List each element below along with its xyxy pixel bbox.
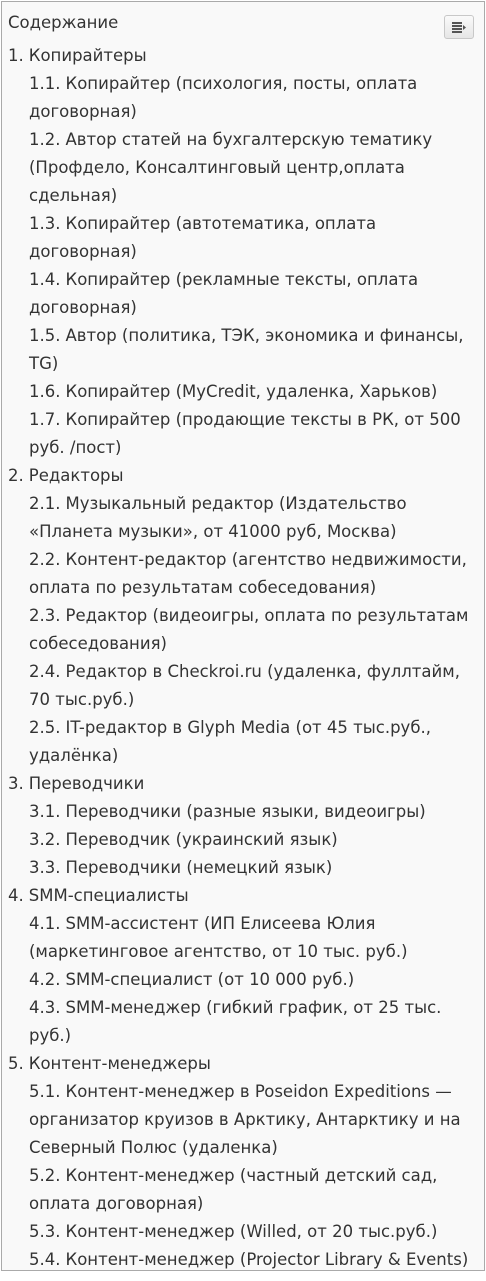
toc-section-label: Переводчики	[28, 774, 145, 793]
toc-subitem-label: Копирайтер (рекламные тексты, оплата договорная)	[29, 270, 419, 317]
toc-subitem-number: 1.3.	[29, 214, 61, 233]
toc-subitem-number: 5.1.	[29, 1082, 61, 1101]
toc-subitem-number: 2.1.	[29, 494, 61, 513]
toc-section-label: Копирайтеры	[28, 46, 147, 65]
toc-subitem-link[interactable]	[29, 74, 417, 121]
toc-subitem-link[interactable]	[29, 494, 407, 541]
toc-section-link[interactable]	[8, 46, 147, 65]
toc-subitem-link[interactable]	[29, 214, 376, 261]
toc-subitem-number: 1.5.	[29, 326, 61, 345]
toc-subitem-label: Контент-менеджер (частный детский сад, оплата договорная)	[29, 1166, 438, 1213]
toc-subitem-number: 4.3.	[29, 998, 61, 1017]
toc-subitem	[29, 714, 478, 770]
toc-section-link[interactable]	[8, 774, 144, 793]
toc-subitem-number: 5.4.	[29, 1250, 61, 1269]
toc-subitem	[29, 1078, 478, 1162]
toc-subitem-number: 1.2.	[29, 130, 61, 149]
toc-subitem	[29, 1246, 478, 1274]
toc-subitem-number: 1.1.	[29, 74, 61, 93]
toc-subitem-link[interactable]	[29, 802, 426, 821]
toc-subitem	[29, 210, 478, 266]
toc-subitem-number: 5.3.	[29, 1222, 61, 1241]
toc-subitem-label: Переводчики (разные языки, видеоигры)	[65, 802, 426, 821]
toc-title: Содержание	[8, 13, 119, 32]
toc-section-number: 4.	[8, 886, 24, 905]
toc-subitem	[29, 266, 478, 322]
toc-subitem	[29, 854, 478, 882]
toc-section-number: 3.	[8, 774, 24, 793]
toc-subitem-number: 3.2.	[29, 830, 61, 849]
toc-subitem-link[interactable]	[29, 1222, 437, 1241]
toc-subitem-number: 4.1.	[29, 914, 61, 933]
toc-section-2	[8, 462, 478, 770]
toc-subitem	[29, 994, 478, 1050]
toc-subitem	[29, 70, 478, 126]
toc-subitem	[29, 378, 478, 406]
toc-subitem-label: SMM-менеджер (гибкий график, от 25 тыс. руб.)	[29, 998, 442, 1045]
toc-subitem-number: 4.2.	[29, 970, 61, 989]
toc-subitem-label: Контент-менеджер в Poseidon Expeditions — организатор круизов в Арктику, Антарктику и на Северный Полюс (удаленка)	[29, 1082, 461, 1157]
toc-section-1	[8, 42, 478, 462]
toc-subitem-number: 2.5.	[29, 718, 61, 737]
toc-sublist	[8, 70, 478, 462]
toc-subitem-number: 1.6.	[29, 382, 61, 401]
toc-section-label: SMM-специалисты	[28, 886, 189, 905]
toc-subitem-link[interactable]	[29, 382, 437, 401]
table-of-contents	[1, 1, 485, 1271]
toc-subitem	[29, 126, 478, 210]
toc-sublist	[8, 798, 478, 882]
toc-section-link[interactable]	[8, 886, 189, 905]
toc-subitem-label: SMM-ассистент (ИП Елисеева Юлия (маркетинговое агентство, от 10 тыс. руб.)	[29, 914, 408, 961]
toc-section-link[interactable]	[8, 1054, 211, 1073]
toc-section-label: Контент-менеджеры	[28, 1054, 211, 1073]
toc-subitem-number: 2.4.	[29, 662, 61, 681]
toc-toggle-button[interactable]	[444, 15, 474, 39]
toc-header	[8, 12, 478, 42]
toc-subitem-label: Автор (политика, ТЭК, экономика и финансы, TG)	[29, 326, 464, 373]
toc-subitem	[29, 546, 478, 602]
toc-subitem-link[interactable]	[29, 830, 338, 849]
toc-subitem-link[interactable]	[29, 1166, 437, 1213]
toc-subitem	[29, 1162, 478, 1218]
toc-subitem-link[interactable]	[29, 1250, 468, 1269]
toc-subitem-link[interactable]	[29, 606, 468, 653]
toc-subitem-number: 2.3.	[29, 606, 61, 625]
toc-subitem-label: Контент-менеджер (Willed, от 20 тыс.руб.)	[65, 1222, 438, 1241]
toc-subitem-number: 1.4.	[29, 270, 61, 289]
toc-subitem-link[interactable]	[29, 1082, 461, 1157]
toc-subitem-label: Редактор (видеоигры, оплата по результатам собеседования)	[29, 606, 469, 653]
toc-subitem-label: SMM-специалист (от 10 000 руб.)	[65, 970, 355, 989]
toc-subitem-label: Переводчики (немецкий язык)	[65, 858, 333, 877]
toc-subitem-link[interactable]	[29, 998, 441, 1045]
toc-subitem	[29, 490, 478, 546]
toc-subitem-label: Автор статей на бухгалтерскую тематику (Профдело, Консалтинговый центр,оплата сдельная)	[29, 130, 433, 205]
toc-section-label: Редакторы	[28, 466, 124, 485]
toc-subitem	[29, 826, 478, 854]
toc-subitem-link[interactable]	[29, 970, 354, 989]
toc-subitem-link[interactable]	[29, 550, 467, 597]
toc-subitem	[29, 322, 478, 378]
toc-subitem	[29, 910, 478, 966]
toc-subitem-link[interactable]	[29, 410, 461, 457]
toc-subitem-link[interactable]	[29, 270, 418, 317]
toc-subitem-link[interactable]	[29, 718, 431, 765]
toc-subitem-label: Музыкальный редактор (Издательство «Планета музыки», от 41000 руб, Москва)	[29, 494, 407, 541]
toc-subitem-link[interactable]	[29, 858, 332, 877]
toc-subitem-label: Контент-редактор (агентство недвижимости, оплата по результатам собеседования)	[29, 550, 467, 597]
toc-subitem-label: Редактор в Checkroi.ru (удаленка, фуллтайм, 70 тыс.руб.)	[29, 662, 460, 709]
toc-section-3	[8, 770, 478, 882]
toc-subitem-number: 1.7.	[29, 410, 61, 429]
toc-subitem-link[interactable]	[29, 662, 460, 709]
toc-subitem-label: Контент-менеджер (Projector Library & Events)	[65, 1250, 469, 1269]
toc-subitem	[29, 658, 478, 714]
list-toggle-icon	[452, 22, 466, 33]
toc-subitem-number: 3.1.	[29, 802, 61, 821]
toc-sublist	[8, 910, 478, 1050]
toc-section-5	[8, 1050, 478, 1274]
toc-section-number: 5.	[8, 1054, 24, 1073]
toc-subitem	[29, 1218, 478, 1246]
toc-subitem-label: Копирайтер (психология, посты, оплата договорная)	[29, 74, 418, 121]
toc-subitem-number: 2.2.	[29, 550, 61, 569]
toc-sublist	[8, 1078, 478, 1274]
toc-subitem	[29, 966, 478, 994]
toc-section-4	[8, 882, 478, 1050]
toc-list	[8, 42, 478, 1274]
toc-subitem-label: Копирайтер (продающие тексты в РК, от 500 руб. /пост)	[29, 410, 461, 457]
toc-subitem-label: Копирайтер (автотематика, оплата договорная)	[29, 214, 377, 261]
toc-subitem	[29, 602, 478, 658]
toc-subitem-label: Переводчик (украинский язык)	[65, 830, 338, 849]
toc-subitem-number: 3.3.	[29, 858, 61, 877]
toc-sublist	[8, 490, 478, 770]
toc-subitem-number: 5.2.	[29, 1166, 61, 1185]
toc-subitem-link[interactable]	[29, 914, 408, 961]
toc-subitem-link[interactable]	[29, 130, 432, 205]
toc-subitem	[29, 798, 478, 826]
toc-subitem-link[interactable]	[29, 326, 464, 373]
toc-subitem-label: Копирайтер (MyCredit, удаленка, Харьков)	[65, 382, 438, 401]
toc-subitem-label: IT-редактор в Glyph Media (от 45 тыс.руб., удалёнка)	[29, 718, 431, 765]
toc-section-number: 1.	[8, 46, 24, 65]
toc-subitem	[29, 406, 478, 462]
toc-section-link[interactable]	[8, 466, 124, 485]
toc-section-number: 2.	[8, 466, 24, 485]
